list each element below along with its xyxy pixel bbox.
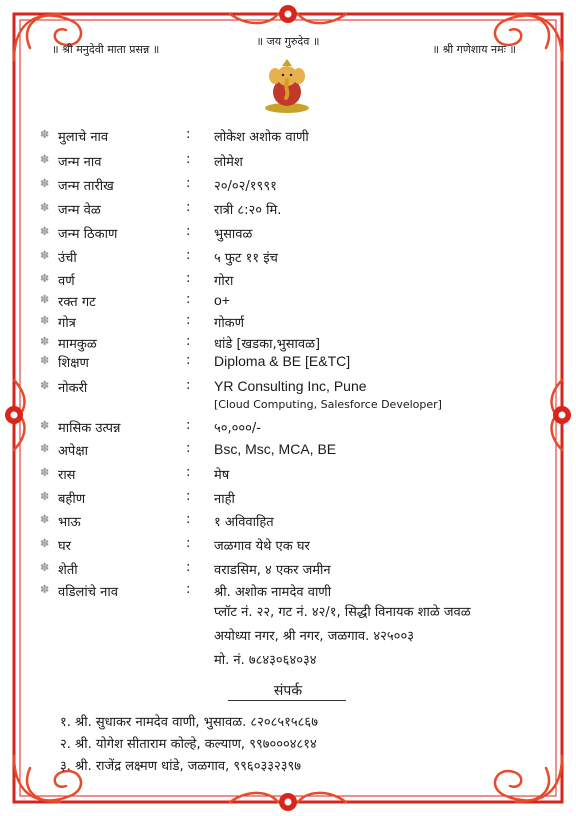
- field-label: रास: [58, 468, 76, 483]
- field-value: o+: [214, 292, 230, 308]
- flower-bullet-icon: ✽: [40, 225, 50, 238]
- field-row: [40, 489, 540, 509]
- flower-bullet-icon: ✽: [40, 419, 50, 432]
- field-row: [40, 152, 540, 172]
- field-value: गोकर्ण: [214, 316, 245, 331]
- field-separator: :: [186, 334, 191, 349]
- flower-bullet-icon: ✽: [40, 490, 50, 503]
- field-separator: :: [186, 200, 191, 215]
- field-row: [40, 441, 540, 461]
- field-value: जळगाव येथे एक घर: [214, 539, 310, 554]
- field-value: १ अविवाहित: [214, 515, 274, 530]
- blessing-center: ॥ जय गुरुदेव ॥: [256, 35, 320, 48]
- field-row: [40, 334, 540, 354]
- field-label: मासिक उत्पन्न: [58, 421, 121, 436]
- blessing-right: ॥ श्री गणेशाय नमः ॥: [432, 43, 516, 56]
- field-label: जन्म ठिकाण: [58, 227, 118, 242]
- field-label: घर: [58, 539, 72, 554]
- field-label: नोकरी: [58, 381, 88, 396]
- field-separator: :: [186, 582, 191, 597]
- field-row: [40, 378, 540, 411]
- field-separator: :: [186, 465, 191, 480]
- field-label: शेती: [58, 563, 78, 578]
- field-separator: :: [186, 418, 191, 433]
- field-value: गोरा: [214, 274, 234, 289]
- field-separator: :: [186, 176, 191, 191]
- contact-entry: २. श्री. योगेश सीताराम कोल्हे, कल्याण, ९९७०००४८१४: [60, 737, 317, 752]
- field-separator: :: [186, 441, 191, 456]
- field-row: [40, 582, 540, 602]
- field-row: [40, 200, 540, 220]
- flower-bullet-icon: ✽: [40, 379, 50, 392]
- field-value: लोमेश: [214, 155, 243, 170]
- field-value: २०/०२/१९९१: [214, 179, 277, 194]
- field-separator: :: [186, 292, 191, 307]
- field-value: Bsc, Msc, MCA, BE: [214, 441, 337, 457]
- father-mobile: मो. नं. ७८४३०६४०३४: [214, 653, 317, 668]
- field-label: बहीण: [58, 492, 86, 507]
- field-separator: :: [186, 127, 191, 142]
- flower-bullet-icon: ✽: [40, 249, 50, 262]
- flower-bullet-icon: ✽: [40, 537, 50, 550]
- flower-bullet-icon: ✽: [40, 177, 50, 190]
- field-row: [40, 512, 540, 532]
- field-row: [40, 292, 540, 312]
- field-separator: :: [186, 224, 191, 239]
- field-value: रात्री ८:२० मि.: [214, 203, 282, 218]
- field-value: वराडसिम, ४ एकर जमीन: [214, 563, 331, 578]
- field-label: शिक्षण: [58, 356, 89, 371]
- field-row: [40, 271, 540, 291]
- field-value: Diploma & BE [E&TC]: [214, 353, 351, 369]
- field-separator: :: [186, 271, 191, 286]
- flower-bullet-icon: ✽: [40, 153, 50, 166]
- field-separator: :: [186, 353, 191, 368]
- field-value: श्री. अशोक नामदेव वाणी: [214, 585, 332, 600]
- field-label: अपेक्षा: [58, 444, 89, 459]
- flower-bullet-icon: ✽: [40, 272, 50, 285]
- field-row: [40, 353, 540, 373]
- field-separator: :: [186, 512, 191, 527]
- contact-divider: [228, 700, 346, 701]
- flower-bullet-icon: ✽: [40, 442, 50, 455]
- field-row: [40, 418, 540, 438]
- field-separator: :: [186, 378, 191, 393]
- flower-bullet-icon: ✽: [40, 201, 50, 214]
- field-label: मामकुळ: [58, 337, 97, 352]
- field-label: गोत्र: [58, 316, 76, 331]
- field-label: जन्म तारीख: [58, 179, 114, 194]
- field-separator: :: [186, 489, 191, 504]
- contact-entry: १. श्री. सुधाकर नामदेव वाणी, भुसावळ. ८२०८५१५८६७: [60, 715, 318, 730]
- father-address-line: अयोध्या नगर, श्री नगर, जळगाव. ४२५००३: [214, 629, 414, 644]
- field-label: रक्त गट: [58, 295, 96, 310]
- field-value: धांडे [खडका,भुसावळ]: [214, 337, 321, 352]
- field-label: उंची: [58, 251, 77, 266]
- field-separator: :: [186, 152, 191, 167]
- field-row: [40, 127, 540, 147]
- field-value: मेष: [214, 468, 230, 483]
- field-label: जन्म वेळ: [58, 203, 101, 218]
- flower-bullet-icon: ✽: [40, 466, 50, 479]
- field-value: YR Consulting Inc, Pune: [214, 378, 367, 394]
- field-label: जन्म नाव: [58, 155, 102, 170]
- field-row: [40, 465, 540, 485]
- father-address-line: प्लॉट नं. २२, गट नं. ४२/१, सिद्धी विनायक शाळे जवळ: [214, 605, 471, 620]
- ganesha-image: [262, 58, 312, 114]
- contact-entry: ३. श्री. राजेंद्र लक्ष्मण धांडे, जळगाव, ९९६०३३२३९७: [60, 759, 302, 774]
- field-label: वडिलांचे नाव: [58, 585, 118, 600]
- flower-bullet-icon: ✽: [40, 293, 50, 306]
- field-label: वर्ण: [58, 274, 75, 289]
- field-row: [40, 224, 540, 244]
- field-separator: :: [186, 536, 191, 551]
- field-separator: :: [186, 560, 191, 575]
- field-row: [40, 176, 540, 196]
- flower-bullet-icon: ✽: [40, 335, 50, 348]
- field-label: भाऊ: [58, 515, 81, 530]
- field-value: भुसावळ: [214, 227, 253, 242]
- field-separator: :: [186, 313, 191, 328]
- flower-bullet-icon: ✽: [40, 513, 50, 526]
- field-row: [40, 560, 540, 580]
- field-separator: :: [186, 248, 191, 263]
- field-row: [40, 248, 540, 268]
- field-row: [40, 313, 540, 333]
- flower-bullet-icon: ✽: [40, 561, 50, 574]
- field-value: ५०,०००/-: [214, 421, 262, 436]
- field-value: नाही: [214, 492, 235, 507]
- contact-title: संपर्क: [273, 683, 303, 699]
- flower-bullet-icon: ✽: [40, 354, 50, 367]
- flower-bullet-icon: ✽: [40, 583, 50, 596]
- field-value: ५ फुट ११ इंच: [214, 251, 278, 266]
- flower-bullet-icon: ✽: [40, 314, 50, 327]
- field-value: लोकेश अशोक वाणी: [214, 130, 309, 145]
- flower-bullet-icon: ✽: [40, 128, 50, 141]
- blessing-left: ॥ श्री मनुदेवी माता प्रसन्न ॥: [52, 43, 160, 56]
- field-row: [40, 536, 540, 556]
- field-value-detail: [Cloud Computing, Salesforce Developer]: [214, 398, 442, 411]
- field-label: मुलाचे नाव: [58, 130, 109, 145]
